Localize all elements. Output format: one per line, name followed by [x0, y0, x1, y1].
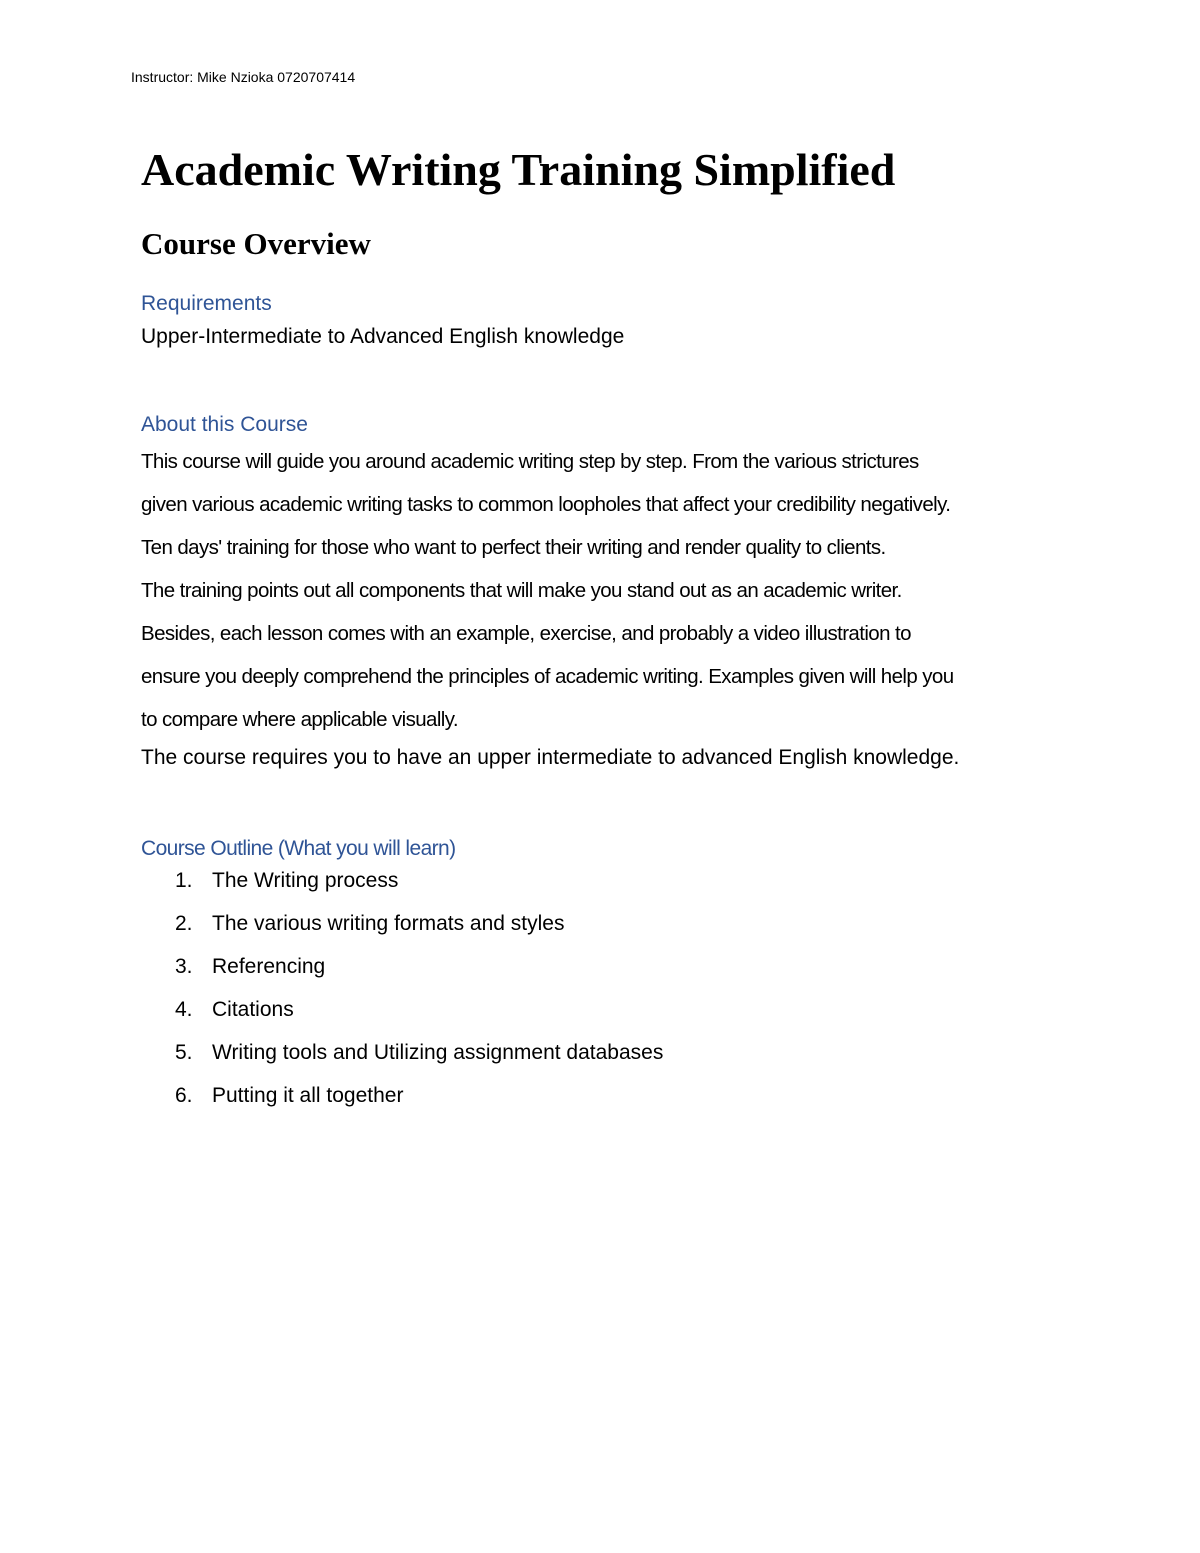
- list-item-number: 3.: [175, 955, 193, 978]
- document-title: Academic Writing Training Simplified: [141, 144, 896, 195]
- about-line: This course will guide you around academic writing step by step. From the various strictures: [141, 450, 919, 473]
- about-line: Besides, each lesson comes with an example, exercise, and probably a video illustration to: [141, 622, 911, 645]
- about-heading: About this Course: [141, 413, 308, 436]
- course-overview-heading: Course Overview: [141, 226, 371, 261]
- list-item-number: 1.: [175, 869, 193, 892]
- about-line: to compare where applicable visually.: [141, 708, 458, 731]
- list-item-number: 4.: [175, 998, 193, 1021]
- list-item-text: Citations: [212, 998, 294, 1021]
- list-item-number: 5.: [175, 1041, 193, 1064]
- page-header: Instructor: Mike Nzioka 0720707414: [131, 69, 356, 85]
- about-paragraph: [141, 440, 1071, 741]
- about-line: Ten days' training for those who want to perfect their writing and render quality to clients.: [141, 536, 886, 559]
- list-item-text: Putting it all together: [212, 1084, 404, 1107]
- list-item-number: 6.: [175, 1084, 193, 1107]
- list-item-text: Writing tools and Utilizing assignment databases: [212, 1041, 664, 1064]
- requirements-heading: Requirements: [141, 292, 272, 315]
- about-line: ensure you deeply comprehend the principles of academic writing. Examples given will help you: [141, 665, 954, 688]
- list-item-number: 2.: [175, 912, 193, 935]
- list-item-text: The various writing formats and styles: [212, 912, 565, 935]
- about-line: given various academic writing tasks to common loopholes that affect your credibility negatively.: [141, 493, 951, 516]
- about-line: The training points out all components that will make you stand out as an academic writer.: [141, 579, 902, 602]
- list-item-text: The Writing process: [212, 869, 399, 892]
- requirements-text: Upper-Intermediate to Advanced English knowledge: [141, 325, 625, 348]
- about-closing-line: The course requires you to have an upper intermediate to advanced English knowledge.: [141, 746, 960, 769]
- list-item-text: Referencing: [212, 955, 326, 978]
- course-outline-heading: Course Outline (What you will learn): [141, 837, 456, 860]
